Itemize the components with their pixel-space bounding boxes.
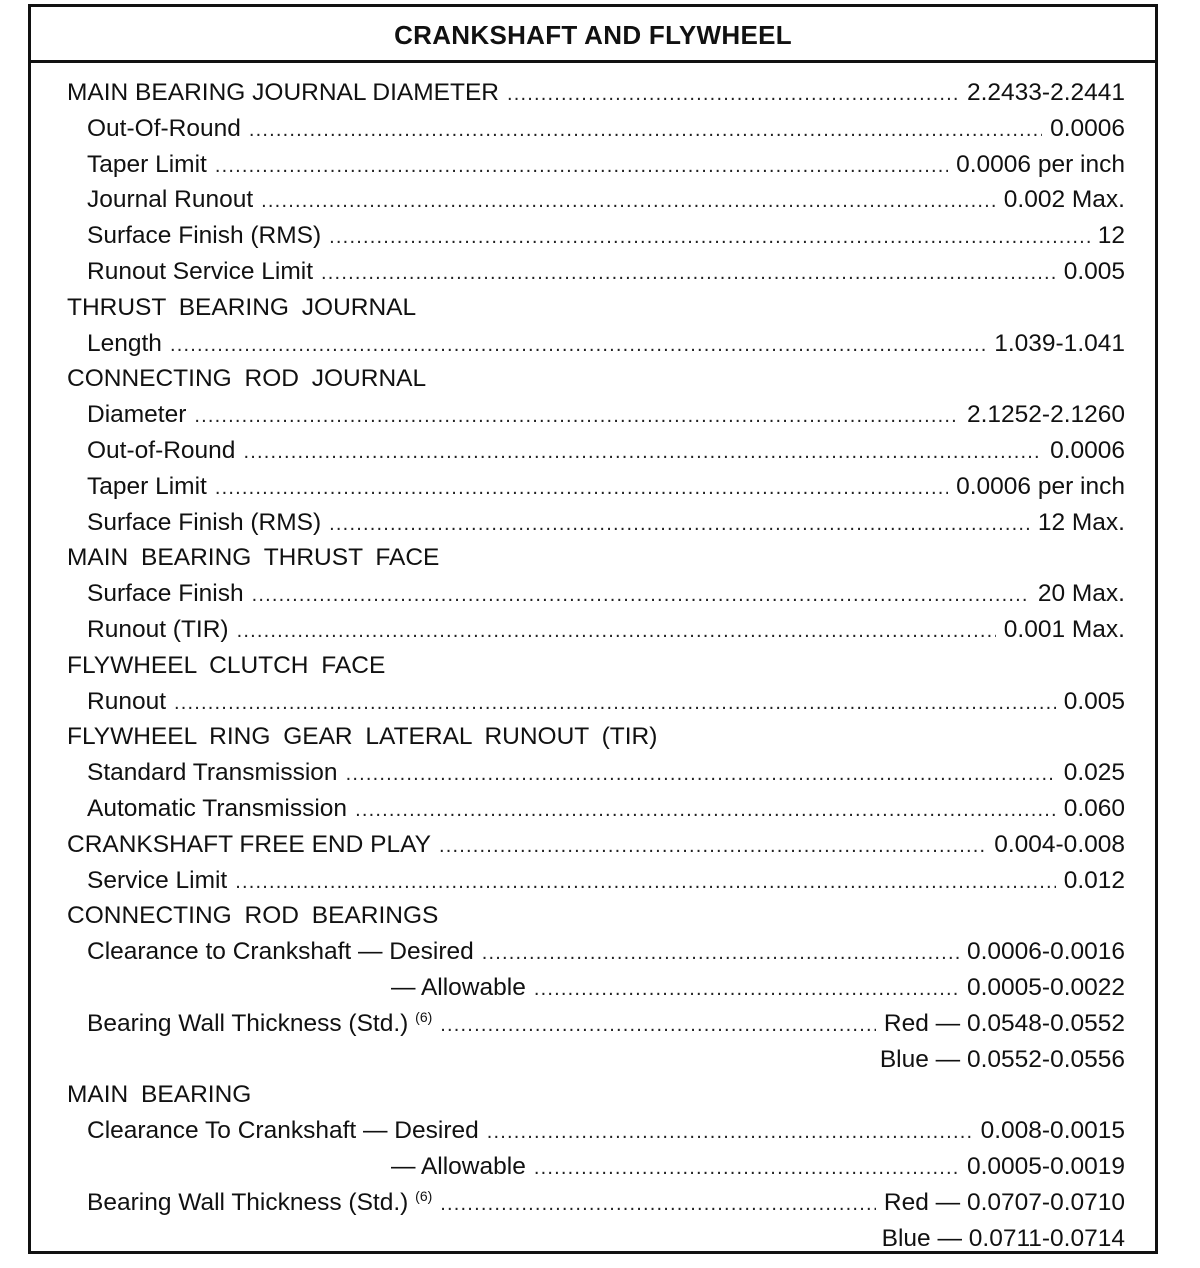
spec-row-crankshaft-free-end-play (31, 827, 1155, 863)
dot-leader (261, 184, 996, 220)
spec-row-diameter (31, 397, 1155, 433)
spec-value: 0.0711-0.0714 (968, 1224, 1125, 1252)
spec-row-surface-finish (31, 218, 1155, 254)
spec-label: — Allowable (391, 1152, 526, 1180)
section-heading: FLYWHEEL CLUTCH FACE (67, 651, 386, 679)
spec-label: Surface Finish (87, 580, 244, 608)
spec-value: 0.0006-0.0016 (966, 938, 1125, 966)
spec-value: 20 Max. (1037, 580, 1125, 608)
spec-label: Runout Service Limit (87, 257, 314, 285)
spec-label: Bearing Wall Thickness (Std.) $^{(6)}$ (87, 1008, 433, 1037)
dot-leader (235, 865, 1055, 901)
dot-leader (329, 507, 1030, 543)
spec-row-journal-runout (31, 182, 1155, 218)
spec-row-rod-out-of-round (31, 433, 1155, 469)
spec-value: 0.0552-0.0556 (966, 1045, 1125, 1073)
dot-leader (355, 793, 1056, 829)
dot-leader (215, 149, 948, 185)
spec-row-rod-surface-finish (31, 505, 1155, 541)
spec-value: 0.008-0.0015 (980, 1117, 1125, 1145)
spec-value: 0.002 Max. (1003, 186, 1125, 214)
spec-label: Out-Of-Round (87, 114, 241, 142)
spec-value: 0.005 (1063, 687, 1125, 715)
spec-label: Clearance To Crankshaft — Desired (87, 1117, 479, 1145)
spec-row-clutch-runout (31, 684, 1155, 720)
section-heading: FLYWHEEL RING GEAR LATERAL RUNOUT (TIR) (67, 723, 658, 751)
dot-leader (534, 1151, 959, 1187)
color-code-prefix: Blue — (881, 1224, 962, 1252)
spec-row-length (31, 326, 1155, 362)
spec-label: Length (87, 329, 162, 357)
dot-leader (170, 328, 986, 364)
spec-value: 12 Max. (1037, 508, 1125, 536)
spec-label: CRANKSHAFT FREE END PLAY (67, 830, 431, 858)
spec-label: Runout (87, 687, 167, 715)
spec-value: 0.001 Max. (1003, 615, 1125, 643)
dot-leader (329, 220, 1090, 256)
spec-label: Service Limit (87, 866, 228, 894)
dot-leader (252, 578, 1030, 614)
dot-leader (237, 614, 996, 650)
dot-leader (249, 113, 1042, 149)
spec-value: 0.0006 (1050, 436, 1125, 464)
spec-row-main-wall-thickness-blue (31, 1221, 1155, 1257)
dot-leader (487, 1115, 973, 1151)
color-code-prefix: Red — (883, 1009, 961, 1037)
spec-label: Out-of-Round (87, 436, 236, 464)
section-heading: MAIN BEARING (67, 1081, 252, 1109)
spec-value: 0.060 (1063, 794, 1125, 822)
spec-row-rod-clearance-desired (31, 934, 1155, 970)
spec-value: 0.012 (1063, 866, 1125, 894)
spec-value: 0.004-0.008 (994, 830, 1125, 858)
spec-label: Automatic Transmission (87, 794, 348, 822)
dot-leader (194, 399, 959, 435)
spec-value: 0.0707-0.0710 (966, 1188, 1125, 1216)
footnote-ref: (6) (415, 1008, 433, 1025)
spec-label: Surface Finish (RMS) (87, 508, 322, 536)
spec-rows (31, 63, 1155, 1256)
spec-row-runout-service-limit (31, 254, 1155, 290)
spec-label: Diameter (87, 401, 187, 429)
spec-row-standard-transmission (31, 755, 1155, 791)
spec-row-thrust-surface-finish (31, 576, 1155, 612)
section-heading-main-bearing-thrust-face (31, 540, 1155, 576)
spec-label: Taper Limit (87, 472, 207, 500)
section-heading: MAIN BEARING THRUST FACE (67, 544, 440, 572)
dot-leader (440, 1187, 876, 1223)
spec-label: Surface Finish (RMS) (87, 222, 322, 250)
spec-row-main-clearance-desired (31, 1113, 1155, 1149)
spec-label: Standard Transmission (87, 759, 338, 787)
dot-leader (440, 1008, 876, 1044)
spec-row-rod-wall-thickness-blue (31, 1042, 1155, 1078)
dot-leader (321, 256, 1056, 292)
spec-value: 0.0006 (1050, 114, 1125, 142)
section-heading: CONNECTING ROD BEARINGS (67, 902, 439, 930)
dot-leader (482, 936, 959, 972)
spec-label: MAIN BEARING JOURNAL DIAMETER (67, 79, 499, 106)
spec-row-automatic-transmission (31, 791, 1155, 827)
dot-leader (439, 829, 986, 865)
spec-value: 0.025 (1063, 759, 1125, 787)
dot-leader (243, 435, 1042, 471)
spec-label: Runout (TIR) (87, 615, 229, 643)
section-heading-ring-gear-runout (31, 719, 1155, 755)
spec-value: 2.2433-2.2441 (966, 79, 1125, 106)
spec-value: 0.0548-0.0552 (966, 1009, 1125, 1037)
spec-table (28, 4, 1158, 1254)
spec-value: 2.1252-2.1260 (966, 401, 1125, 429)
spec-row-rod-taper-limit (31, 469, 1155, 505)
spec-row-main-wall-thickness-red (31, 1185, 1155, 1221)
spec-row-rod-wall-thickness-red (31, 1006, 1155, 1042)
spec-row-rod-clearance-allowable (31, 970, 1155, 1006)
section-heading-connecting-rod-bearings (31, 898, 1155, 934)
spec-row-service-limit (31, 863, 1155, 899)
section-heading: CONNECTING ROD JOURNAL (67, 365, 427, 393)
color-code-prefix: Red — (883, 1188, 961, 1216)
dot-leader (215, 471, 948, 507)
spec-value: 1.039-1.041 (994, 329, 1125, 357)
section-heading-main-bearing (31, 1077, 1155, 1113)
spec-label: Taper Limit (87, 150, 207, 178)
table-title: CRANKSHAFT AND FLYWHEEL (31, 7, 1155, 63)
spec-row-taper-limit (31, 147, 1155, 183)
dot-leader (534, 972, 959, 1008)
color-code-prefix: Blue — (879, 1045, 961, 1073)
spec-value: 0.0005-0.0022 (966, 973, 1125, 1001)
spec-value: 0.0006 per inch (956, 150, 1125, 178)
spec-label: Journal Runout (87, 186, 254, 214)
spec-label: — Allowable (391, 973, 526, 1001)
section-heading: THRUST BEARING JOURNAL (67, 293, 417, 321)
section-heading-flywheel-clutch-face (31, 648, 1155, 684)
section-heading-thrust-bearing-journal (31, 290, 1155, 326)
spec-value: 12 (1097, 222, 1125, 250)
section-heading-connecting-rod-journal (31, 361, 1155, 397)
dot-leader (174, 686, 1056, 722)
spec-row-main-clearance-allowable (31, 1149, 1155, 1185)
spec-label: Clearance to Crankshaft — Desired (87, 938, 474, 966)
spec-value: 0.0005-0.0019 (966, 1152, 1125, 1180)
spec-label: Bearing Wall Thickness (Std.) $^{(6)}$ (87, 1187, 433, 1216)
dot-leader (507, 77, 959, 113)
dot-leader (346, 757, 1056, 793)
footnote-ref: (6) (415, 1187, 433, 1204)
spec-value: 0.0006 per inch (956, 472, 1125, 500)
spec-row-thrust-runout (31, 612, 1155, 648)
spec-row-out-of-round (31, 111, 1155, 147)
spec-value: 0.005 (1063, 257, 1125, 285)
spec-row-main-bearing-journal-diameter (31, 75, 1155, 111)
